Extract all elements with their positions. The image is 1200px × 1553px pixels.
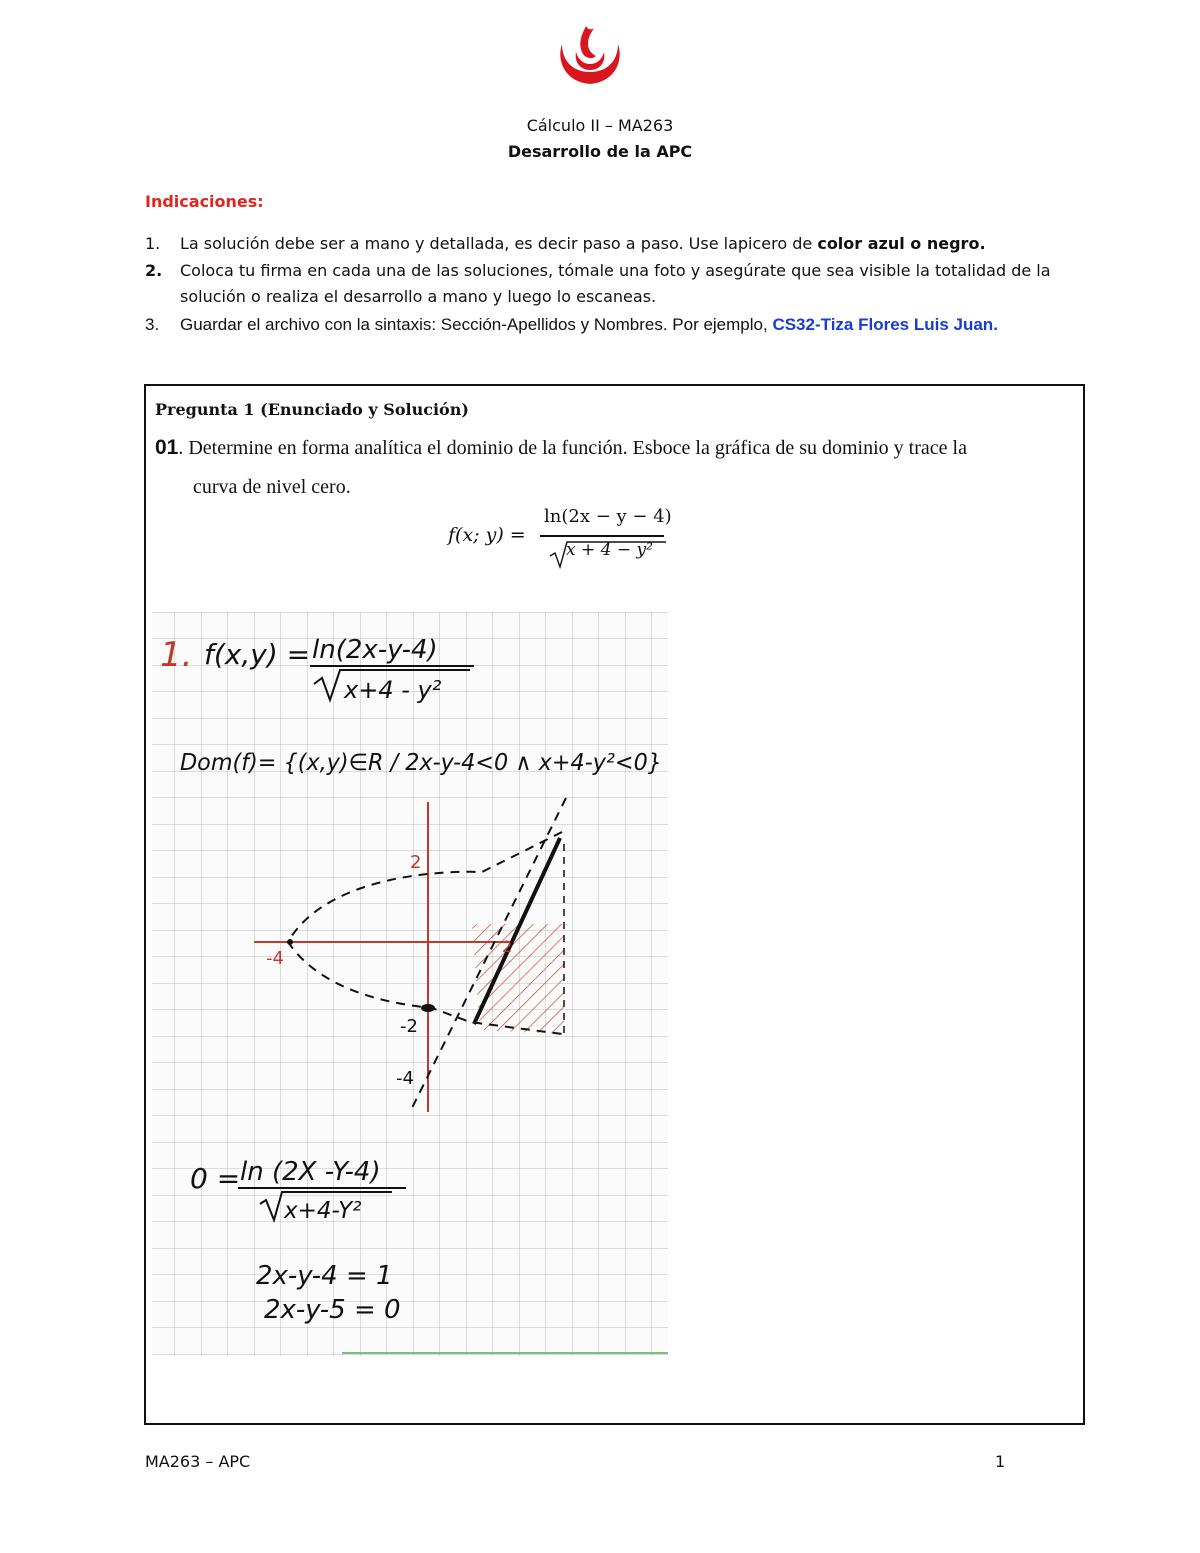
hw-graph-label: 2 <box>410 852 422 873</box>
instruction-number: 2. <box>145 261 163 280</box>
hw-function-lhs: f(x,y) = <box>204 638 311 671</box>
question-text: . Determine en forma analítica el dominio de la función. Esboce la gráfica de su dominio y trace la <box>178 437 967 459</box>
question-heading: Pregunta 1 (Enunciado y Solución) <box>155 400 469 419</box>
question-text-continued: curva de nivel cero. <box>193 476 351 498</box>
instruction-text-part: Guardar el archivo con la sintaxis: Sección-Apellidos y Nombres. Por ejemplo, <box>180 315 773 334</box>
hw-function-numerator: ln(2x-y-4) <box>312 635 438 665</box>
course-title: Cálculo II – MA263 <box>526 116 674 135</box>
hw-graph-label: -2 <box>400 1016 418 1037</box>
instruction-number: 1. <box>145 234 161 253</box>
document-subtitle: Desarrollo de la APC <box>507 142 693 161</box>
handwritten-solution-image <box>152 612 668 1356</box>
instruction-text-part: La solución debe ser a mano y detallada, es decir paso a paso. Use lapicero de <box>180 234 818 253</box>
instruction-emphasis: color azul o negro. <box>817 234 986 253</box>
instruction-text: Coloca tu firma en cada una de las soluciones, tómale una foto y asegúrate que sea visible la totalidad de la solución o realiza el desarrollo a mano y luego lo escaneas. <box>180 261 1051 306</box>
hw-zero-lhs: 0 = <box>190 1162 241 1195</box>
hw-step-2: 2x-y-5 = 0 <box>264 1295 401 1325</box>
fraction-bar <box>540 535 664 537</box>
formula-numerator: ln(2x − y − 4) <box>544 506 672 527</box>
formula-denominator: x + 4 − y² <box>566 540 653 560</box>
question-number: 01 <box>155 436 179 459</box>
hw-graph-label: -4 <box>266 948 284 969</box>
hw-function-denominator: x+4 - y² <box>344 676 442 704</box>
hw-graph-label: -4 <box>396 1068 414 1089</box>
instruction-text <box>180 312 1085 338</box>
filename-example: CS32-Tiza Flores Luis Juan. <box>772 315 998 334</box>
hw-domain-definition: Dom(f)= {(x,y)∈R / 2x-y-4<0 ∧ x+4-y²<0} <box>180 750 662 776</box>
formula-lhs: f(x; y) = <box>448 524 526 546</box>
hw-zero-denominator: x+4-Y² <box>284 1198 362 1224</box>
page-number: 1 <box>995 1452 1006 1471</box>
hw-graph-label: 2 <box>502 937 513 956</box>
footer-course: MA263 – APC <box>145 1452 251 1471</box>
function-formula <box>448 506 688 572</box>
hw-item-number: 1. <box>160 635 193 675</box>
instruction-text <box>180 231 1085 257</box>
upc-flame-logo-icon <box>552 22 628 88</box>
indicaciones-heading: Indicaciones: <box>145 192 264 211</box>
instruction-number: 3. <box>145 315 160 334</box>
hw-step-1: 2x-y-4 = 1 <box>256 1261 393 1291</box>
hw-zero-numerator: ln (2X -Y-4) <box>240 1157 381 1187</box>
question-statement <box>155 436 1075 460</box>
